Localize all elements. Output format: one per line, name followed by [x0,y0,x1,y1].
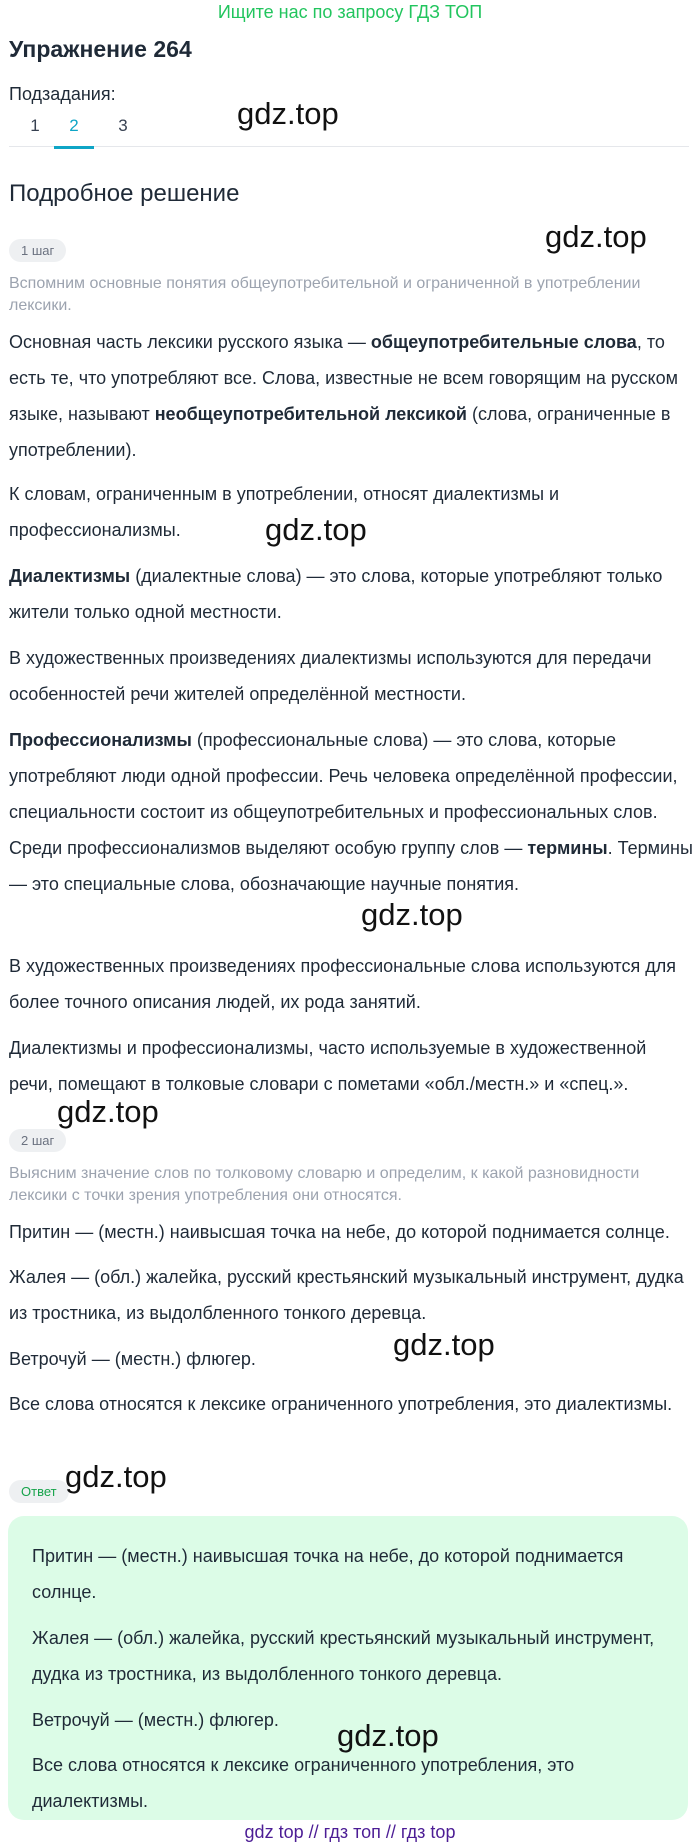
subtask-tabs [9,110,689,147]
step-1-paragraph-3: Диалектизмы (диалектные слова) — это слова, которые употребляют только жители только одной местности. [9,566,663,622]
answer-paragraph-2: Жалея — (обл.) жалейка, русский крестьянский музыкальный инструмент, дудка из тростника, из выдолбленного тонкого деревца. [32,1628,655,1684]
step-1-paragraph-6: В художественных произведениях профессиональные слова используются для более точного описания людей, их рода занятий. [9,956,676,1012]
watermark: gdz.top [337,1718,439,1753]
exercise-title: Упражнение 264 [9,36,192,62]
answer-badge: Ответ [9,1480,69,1503]
step-1-paragraph-5: Профессионализмы (профессиональные слова) — это слова, которые употребляют люди одной профессии. Речь человека определённой профессии, специальности состоит из общеупотребительных и профессиональных слов. Среди профессионализмов выделяют особую группу слов — термины. Термины — это специальные слова, обозначающие научные понятия. [9,730,693,894]
footer-links[interactable]: gdz top // гдз топ // гдз top [244,1822,456,1842]
promo-banner[interactable]: Ищите нас по запросу ГДЗ ТОП [217,2,483,22]
step-2-badge: 2 шаг [9,1129,66,1152]
step-1-paragraph-7: Диалектизмы и профессионализмы, часто используемые в художественной речи, помещают в толковые словари с пометами «обл./местн.» и «спец.». [9,1038,647,1094]
step-2-hint: Выясним значение слов по толковому словарю и определим, к какой разновидности лексики с точки зрения употребления они относятся. [9,1165,640,1204]
answer-paragraph-4: Все слова относятся к лексике ограниченного употребления, это диалектизмы. [32,1755,575,1811]
step-1-paragraph-4: В художественных произведениях диалектизмы используются для передачи особенностей речи жителей определённой местности. [9,648,652,704]
step-2-paragraph-1: Притин — (местн.) наивысшая точка на небе, до которой поднимается солнце. [9,1222,670,1242]
subtask-tab-3[interactable]: 3 [118,116,128,135]
step-2-paragraph-4: Все слова относятся к лексике ограниченного употребления, это диалектизмы. [9,1394,673,1414]
watermark: gdz.top [545,219,647,254]
subtask-tab-1[interactable]: 1 [30,116,40,135]
watermark: gdz.top [57,1094,159,1129]
watermark: gdz.top [237,96,339,131]
watermark: gdz.top [265,512,367,547]
step-1-paragraph-2: К словам, ограниченным в употреблении, относят диалектизмы и профессионализмы. [9,484,560,540]
step-1-paragraph-1: Основная часть лексики русского языка — общеупотребительные слова, то есть те, что употребляют все. Слова, известные не всем говорящим на русском языке, называют необщеупотребительной лексикой (слова, ограниченные в употреблении). [9,332,678,460]
step-1-badge: 1 шаг [9,239,66,262]
answer-paragraph-1: Притин — (местн.) наивысшая точка на небе, до которой поднимается солнце. [32,1546,624,1602]
subtask-tab-2[interactable]: 2 [54,116,94,149]
step-1-hint: Вспомним основные понятия общеупотребительной и ограниченной в употреблении лексики. [9,275,641,314]
watermark: gdz.top [361,897,463,932]
step-2-paragraph-2: Жалея — (обл.) жалейка, русский крестьянский музыкальный инструмент, дудка из тростника, из выдолбленного тонкого деревца. [9,1267,684,1323]
answer-box [8,1516,688,1820]
watermark: gdz.top [393,1327,495,1362]
subtasks-label: Подзадания: [9,84,116,104]
section-title: Подробное решение [9,180,240,207]
watermark: gdz.top [65,1459,167,1494]
step-2-paragraph-3: Ветрочуй — (местн.) флюгер. [9,1349,256,1369]
answer-paragraph-3: Ветрочуй — (местн.) флюгер. [32,1710,279,1730]
